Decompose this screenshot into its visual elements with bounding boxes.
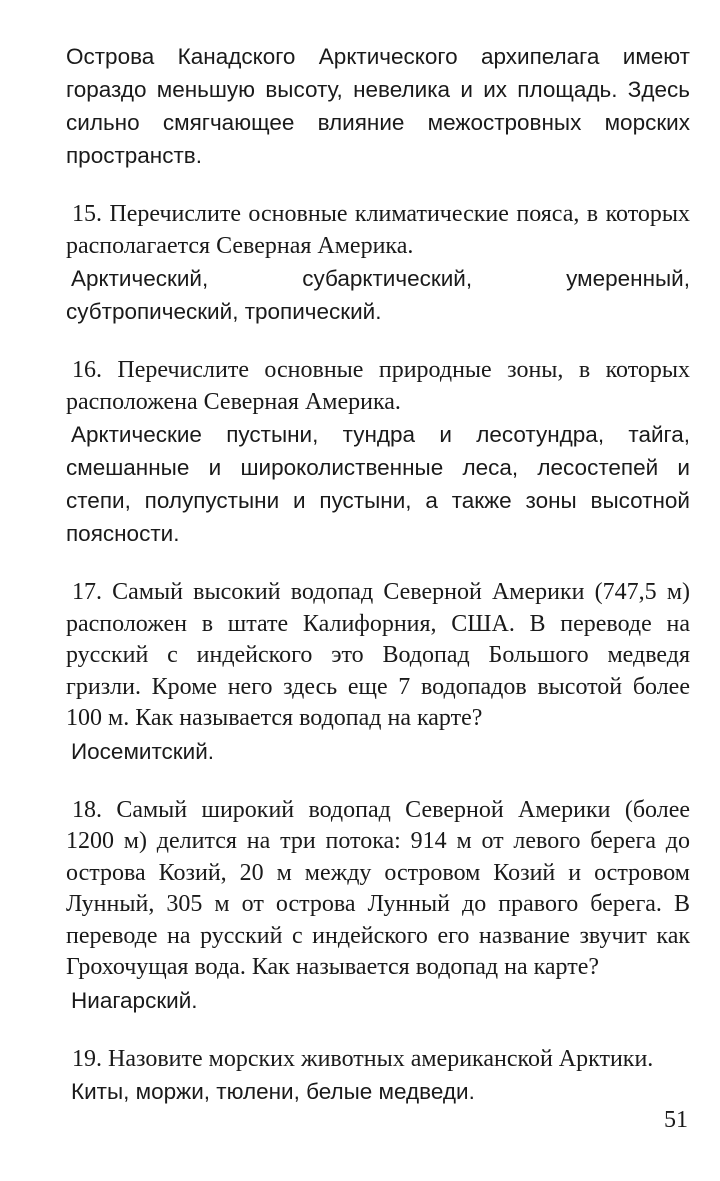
spacer — [66, 768, 690, 795]
page-number: 51 — [664, 1107, 688, 1133]
question-18: 18. Самый широкий водопад Северной Америки (более 1200 м) делится на три потока: 914 м от левого берега до острова Козий, 20 м между островом Козий и островом Лунный, 305 м от острова Лунный до правого берега. В переводе на русский с индейского его название звучит как Грохочущая вода. Как называется водопад на карте? — [66, 796, 690, 980]
question-17: 17. Самый высокий водопад Северной Америки (747,5 м) расположен в штате Калифорния, США. В переводе на русский с индейского это Водопад Большого медведя гризли. Кроме него здесь еще 7 водопадов высотой более 100 м. Как называется водопад на карте? — [66, 579, 690, 731]
spacer — [66, 328, 690, 355]
spacer — [66, 550, 690, 577]
answer-17: Иосемитский. — [71, 738, 215, 764]
answer-16: Арктические пустыни, тундра и лесотундра, тайга, смешанные и широколиственные леса, лесостепей и степи, полупустыни и пустыни, а также зоны высотной поясности. — [66, 422, 690, 546]
answer-15: Арктический, субарктический, умеренный, субтропический, тропический. — [66, 266, 690, 324]
question-15: 15. Перечислите основные климатические пояса, в которых располагается Северная Америка. — [66, 201, 690, 259]
spacer — [66, 1017, 690, 1044]
page-body — [66, 40, 690, 1108]
question-16: 16. Перечислите основные природные зоны, в которых расположена Северная Америка. — [66, 357, 690, 415]
answer-18: Ниагарский. — [71, 987, 198, 1013]
answer-19: Киты, моржи, тюлени, белые медведи. — [71, 1079, 475, 1104]
spacer — [66, 172, 690, 199]
intro-answer: Острова Канадского Арктического архипелага имеют гораздо меньшую высоту, невелика и их площадь. Здесь сильно смягчающее влияние межостровных морских пространств. — [66, 44, 690, 168]
question-19: 19. Назовите морских животных американской Арктики. — [72, 1045, 654, 1072]
